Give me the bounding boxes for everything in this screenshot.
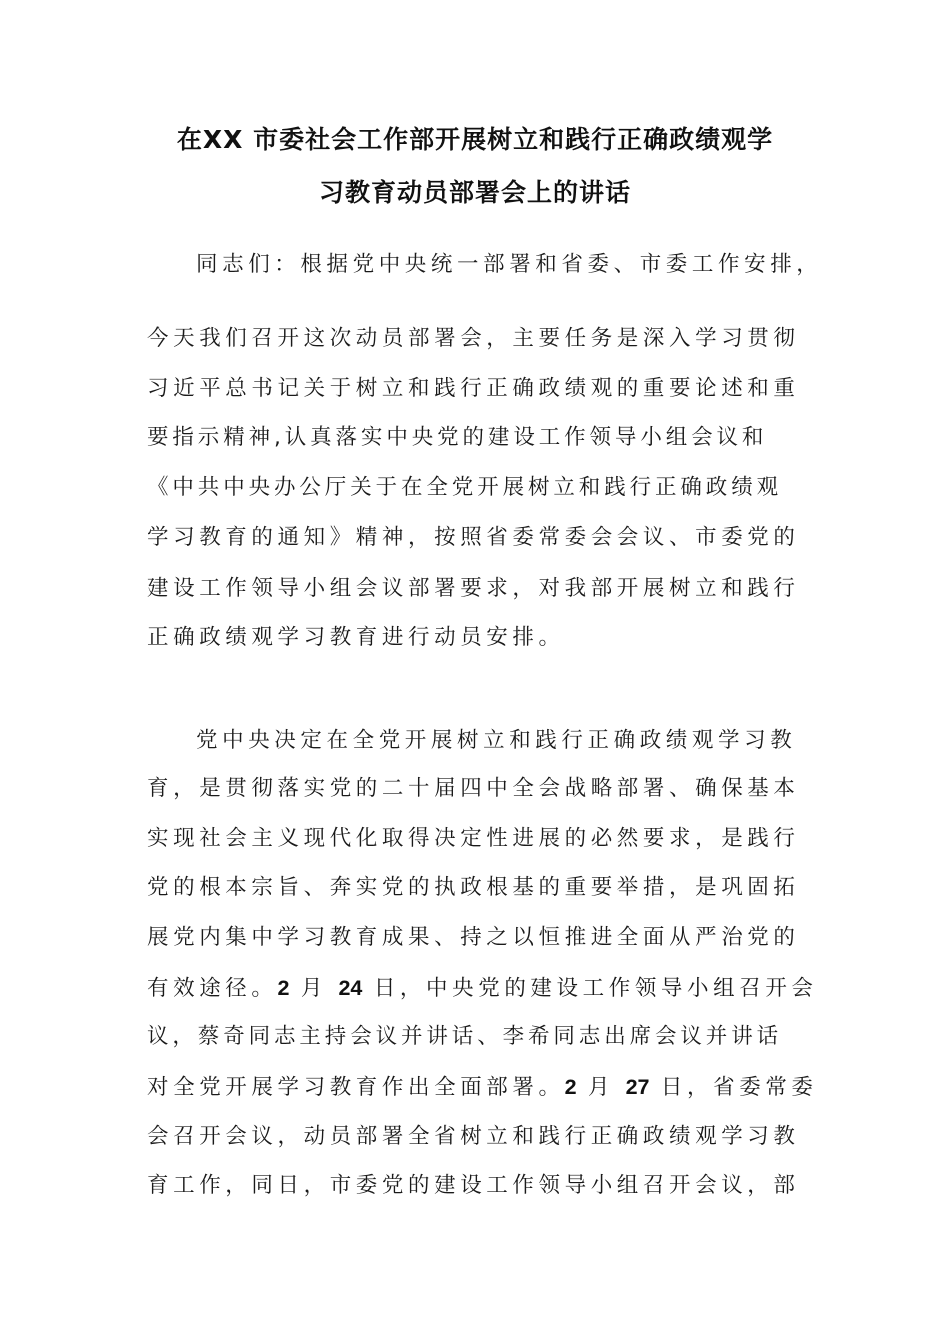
paragraph-line: 实现社会主义现代化取得决定性进展的必然要求，是践行 — [147, 826, 800, 851]
paragraph-line: 今天我们召开这次动员部署会，主要任务是深入学习贯彻 — [147, 326, 800, 351]
document-title-line-2: 习教育动员部署会上的讲话 — [318, 178, 631, 207]
paragraph-line: 同志们：根据党中央统一部署和省委、市委工作安排， — [196, 252, 823, 277]
paragraph-line: 党的根本宗旨、奔实党的执政根基的重要举措，是巩固拓 — [147, 875, 800, 900]
date-month: 2 — [277, 976, 290, 1000]
paragraph-line: 学习教育的通知》精神，按照省委常委会会议、市委党的 — [147, 525, 800, 550]
date-month: 2 — [564, 1075, 577, 1099]
paragraph-line: 育，是贯彻落实党的二十届四中全会战略部署、确保基本 — [147, 776, 800, 801]
paragraph-line-with-date — [147, 1072, 818, 1103]
paragraph-line: 展党内集中学习教育成果、持之以恒推进全面从严治党的 — [147, 925, 800, 950]
line-text: 对全党开展学习教育作出全面部署。 — [147, 1075, 565, 1100]
paragraph-line: 建设工作领导小组会议部署要求，对我部开展树立和践行 — [147, 576, 800, 601]
line-text: 日，省委常委 — [660, 1075, 818, 1100]
paragraph-line: 会召开会议，动员部署全省树立和践行正确政绩观学习教 — [147, 1124, 800, 1149]
paragraph-line-with-date — [147, 973, 818, 1004]
paragraph-line: 育工作，同日，市委党的建设工作领导小组召开会议，部 — [147, 1173, 800, 1198]
paragraph-line: 党中央决定在全党开展树立和践行正确政绩观学习教 — [196, 728, 797, 753]
paragraph-line: 要指示精神,认真落实中央党的建设工作领导小组会议和 — [147, 425, 768, 450]
line-text: 有效途径。 — [147, 976, 278, 1001]
paragraph-line: 《中共中央办公厅关于在全党开展树立和践行正确政绩观 — [147, 475, 783, 500]
document-title-line-1: 在XX 市委社会工作部开展树立和践行正确政绩观学 — [176, 125, 774, 154]
date-day: 27 — [625, 1075, 650, 1099]
line-text: 月 — [588, 1075, 615, 1100]
paragraph-line: 议，蔡奇同志主持会议并讲话、李希同志出席会议并讲话 — [147, 1024, 783, 1049]
line-text: 日，中央党的建设工作领导小组召开会 — [373, 976, 818, 1001]
paragraph-line: 习近平总书记关于树立和践行正确政绩观的重要论述和重 — [147, 376, 800, 401]
date-day: 24 — [338, 976, 363, 1000]
paragraph-line: 正确政绩观学习教育进行动员安排。 — [147, 625, 565, 650]
line-text: 月 — [300, 976, 328, 1001]
